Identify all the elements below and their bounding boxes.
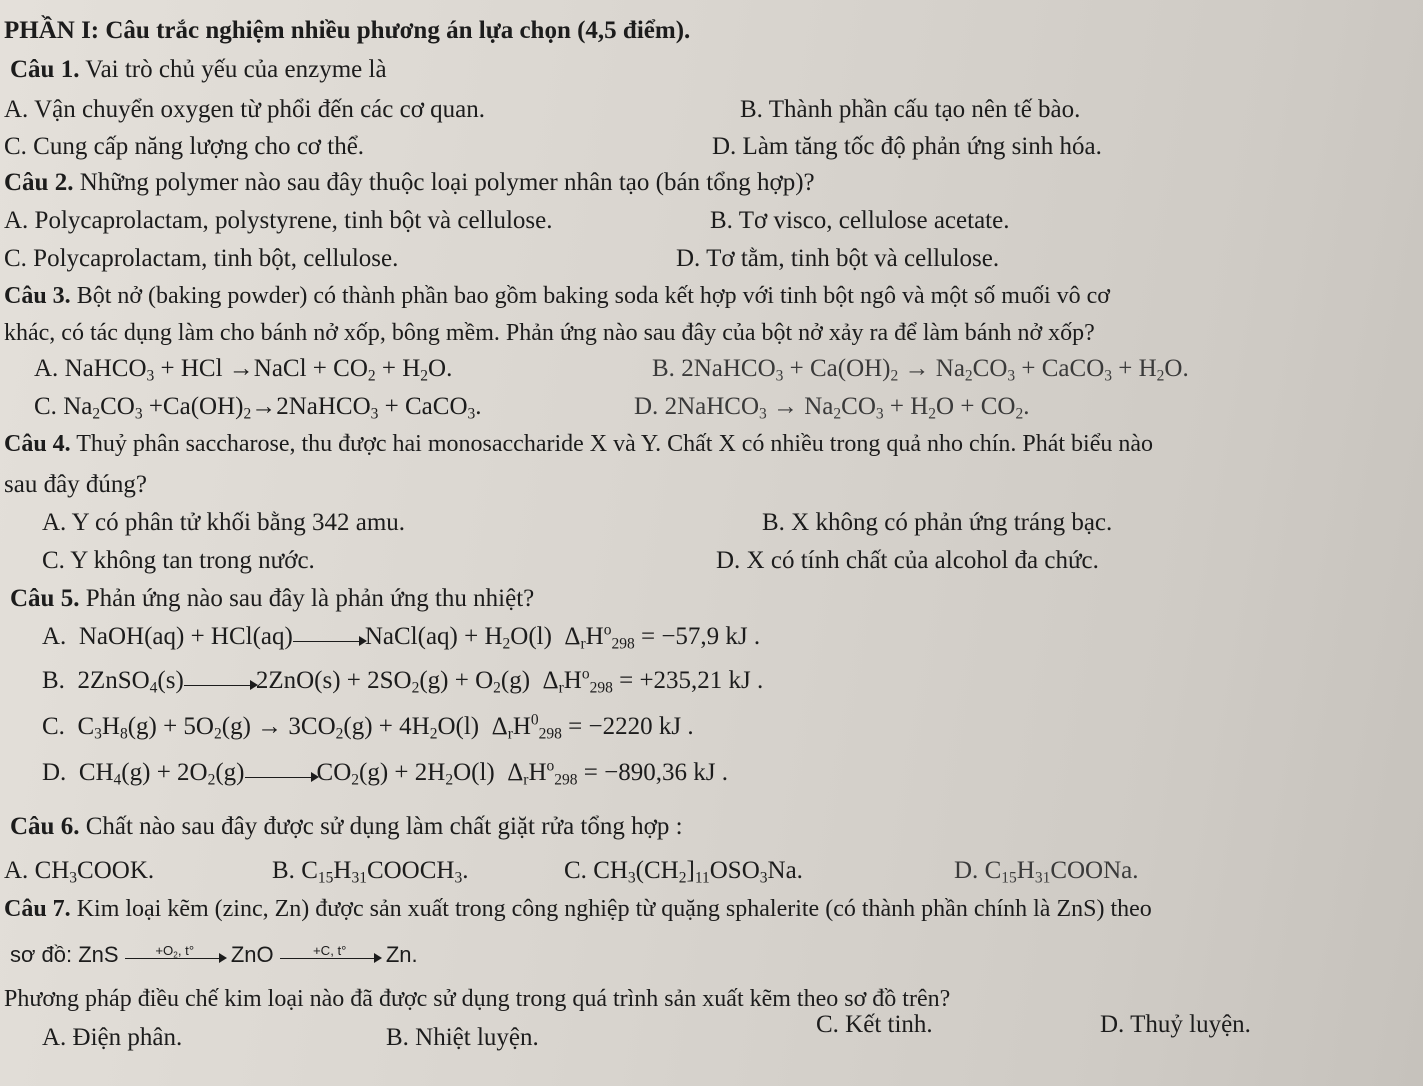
option-label: A. xyxy=(34,355,59,382)
q2-option-c[interactable]: C. Polycaprolactam, tinh bột, cellulose. xyxy=(4,245,399,272)
question-label: Câu 7. xyxy=(4,896,71,922)
question-label: Câu 2. xyxy=(4,169,74,196)
question-label: Câu 4. xyxy=(4,431,71,457)
question-4 xyxy=(4,429,1153,459)
q2-option-a[interactable]: A. Polycaprolactam, polystyrene, tinh bột và cellulose. xyxy=(4,207,553,234)
question-7 xyxy=(4,894,1152,924)
q4-option-d[interactable]: D. X có tính chất của alcohol đa chức. xyxy=(716,547,1099,574)
option-label: D. xyxy=(954,857,979,884)
reaction-arrow: +C, t° xyxy=(280,944,380,959)
q5-option-c[interactable]: C. $C_3H_8(g) + 5O_2(g) \to 3CO_2(g) + 4H_2O(l) \Delta_rH^0_{298} = -2220$ kJ . xyxy=(42,711,694,743)
question-label: Câu 3. xyxy=(4,283,71,309)
q2-option-d[interactable]: D. Tơ tằm, tinh bột và cellulose. xyxy=(676,245,1000,272)
q5-option-b[interactable]: B. 2ZnSO$_4$(s) $2ZnO(s) + 2SO_2(g) + O_2(g) \Delta_rH^o_{298} = +235,21$ kJ . xyxy=(42,665,764,697)
q7-option-b[interactable]: B. Nhiệt luyện. xyxy=(386,1024,539,1051)
option-label: C. xyxy=(42,713,65,740)
q2-option-b[interactable]: B. Tơ visco, cellulose acetate. xyxy=(710,207,1010,234)
question-text: Vai trò chủ yếu của enzyme là xyxy=(85,56,387,83)
q6-option-c[interactable]: C. $CH_3(CH_2]_{11}OSO_3Na$. xyxy=(564,857,803,887)
question-1 xyxy=(10,55,387,85)
q7-option-a[interactable]: A. Điện phân. xyxy=(42,1024,183,1051)
option-label: B. xyxy=(652,355,675,382)
option-label: D. xyxy=(42,759,67,786)
q1-option-b[interactable]: B. Thành phần cấu tạo nên tế bào. xyxy=(740,96,1081,123)
reaction-arrow: $+O_2$, t° xyxy=(125,944,225,959)
production-scheme: sơ đồ: ZnS $+O_2$, t° ZnO +C, t° Zn. xyxy=(10,942,418,967)
reaction-arrow xyxy=(184,669,256,686)
question-3-cont: khác, có tác dụng làm cho bánh nở xốp, bông mềm. Phản ứng nào sau đây của bột nở xảy ra để làm bánh nở xốp? xyxy=(4,320,1095,346)
question-text: Chất nào sau đây được sử dụng làm chất giặt rửa tổng hợp : xyxy=(85,813,683,840)
option-label: A. xyxy=(42,623,67,650)
enthalpy-value: = −890,36 kJ . xyxy=(583,759,728,786)
scheme-label: sơ đồ: xyxy=(10,942,73,967)
option-label: B. xyxy=(272,857,295,884)
enthalpy-value: = +235,21 kJ . xyxy=(619,667,764,694)
reaction-arrow xyxy=(293,625,365,642)
q1-option-c[interactable]: C. Cung cấp năng lượng cho cơ thể. xyxy=(4,133,365,160)
question-7-cont: Phương pháp điều chế kim loại nào đã được sử dụng trong quá trình sản xuất kẽm theo sơ đồ trên? xyxy=(4,986,951,1012)
q5-option-a[interactable]: A. NaOH(aq) + HCl(aq) NaCl(aq) + $H_2O(l) \Delta_rH^o_{298} = -57,9$ kJ . xyxy=(42,621,761,653)
question-label: Câu 6. xyxy=(10,813,80,840)
option-label: C. xyxy=(34,393,57,420)
question-5 xyxy=(10,584,534,614)
q3-option-b[interactable]: B. 2NaHCO$_3$ + $Ca(OH)_2 \to Na_2CO_3$ + CaCO$_3$ + $H_2O$. xyxy=(652,355,1189,385)
q5-option-d[interactable]: D. $CH_4(g) + 2O_2(g)$ $CO_2(g) + 2H_2O(l) \Delta_rH^o_{298} = -890,36$ kJ . xyxy=(42,757,728,789)
q6-option-a[interactable]: A. $CH_3COOK$. xyxy=(4,857,155,887)
q3-option-c[interactable]: C. $Na_2CO_3$ $+Ca(OH)_2\to 2NaHCO_3$ + CaCO$_3$. xyxy=(34,393,482,423)
question-2 xyxy=(4,168,815,198)
question-4-cont: sau đây đúng? xyxy=(4,471,148,498)
reaction-arrow xyxy=(245,761,317,778)
question-text: Bột nở (baking powder) có thành phần bao gồm baking soda kết hợp với tinh bột ngô và một số muối vô cơ xyxy=(76,283,1110,309)
question-label: Câu 1. xyxy=(10,56,80,83)
option-label: B. xyxy=(42,667,65,694)
part-title: PHẦN I: Câu trắc nghiệm nhiều phương án lựa chọn (4,5 điểm). xyxy=(4,17,691,44)
option-label: C. xyxy=(564,857,587,884)
q7-option-c[interactable]: C. Kết tinh. xyxy=(816,1011,933,1038)
enthalpy-value: = −2220 kJ . xyxy=(568,713,694,740)
q7-option-d[interactable]: D. Thuỷ luyện. xyxy=(1100,1011,1251,1038)
q4-option-c[interactable]: C. Y không tan trong nước. xyxy=(42,547,315,574)
q3-option-a[interactable]: A. NaHCO$_3$ + HCl →NaCl + $CO_2 + H_2O$. xyxy=(34,355,453,385)
question-text: Phản ứng nào sau đây là phản ứng thu nhiệt? xyxy=(85,585,535,612)
option-label: A. xyxy=(4,857,29,884)
q6-option-b[interactable]: B. $C_{15}H_{31}COOCH_3$. xyxy=(272,857,469,887)
option-label: D. xyxy=(634,393,659,420)
q6-option-d[interactable]: D. $C_{15}H_{31}COONa$. xyxy=(954,857,1139,887)
question-6 xyxy=(10,812,683,842)
q1-option-a[interactable]: A. Vận chuyển oxygen từ phổi đến các cơ quan. xyxy=(4,96,486,123)
question-text: Những polymer nào sau đây thuộc loại polymer nhân tạo (bán tổng hợp)? xyxy=(79,169,815,196)
question-text: Thuỷ phân saccharose, thu được hai monosaccharide X và Y. Chất X có nhiều trong quả nho chín. Phát biểu nào xyxy=(76,431,1154,457)
q4-option-b[interactable]: B. X không có phản ứng tráng bạc. xyxy=(762,509,1113,536)
question-text: Kim loại kẽm (zinc, Zn) được sản xuất trong công nghiệp từ quặng sphalerite (có thành phần chính là ZnS) theo xyxy=(76,896,1152,922)
question-label: Câu 5. xyxy=(10,585,80,612)
q3-option-d[interactable]: D. 2NaHCO$_3$ → $Na_2CO_3 + H_2O + CO_2$. xyxy=(634,393,1030,423)
q1-option-d[interactable]: D. Làm tăng tốc độ phản ứng sinh hóa. xyxy=(712,133,1102,160)
q4-option-a[interactable]: A. Y có phân tử khối bằng 342 amu. xyxy=(42,509,406,536)
question-3 xyxy=(4,281,1110,311)
enthalpy-value: = −57,9 kJ . xyxy=(640,623,761,650)
